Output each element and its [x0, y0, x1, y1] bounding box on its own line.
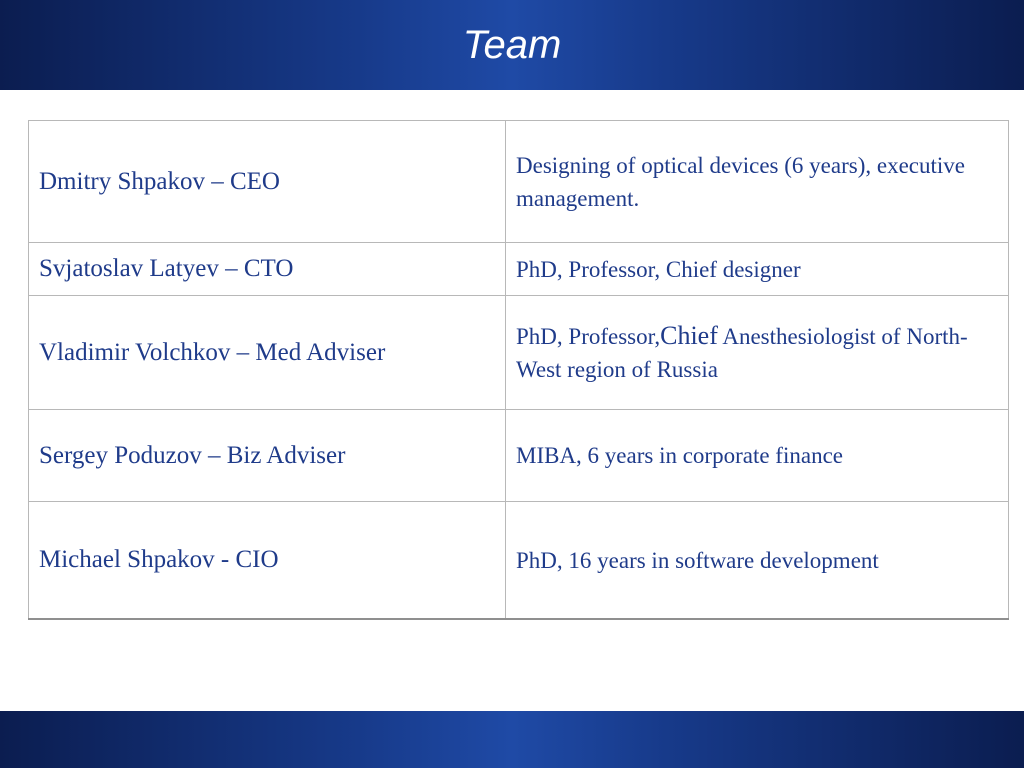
table-row [29, 502, 1009, 620]
description-part: Anesthesiologist of North-West region of Russia [516, 324, 968, 382]
member-name: Michael Shpakov - CIO [29, 502, 506, 620]
description-part: PhD, Professor, [516, 324, 661, 349]
member-description: MIBA, 6 years in corporate finance [506, 410, 1009, 502]
table-row [29, 296, 1009, 410]
table-row [29, 121, 1009, 243]
table-row [29, 410, 1009, 502]
member-description: Designing of optical devices (6 years), executive management. [506, 121, 1009, 243]
team-table [28, 120, 1009, 620]
description-emphasis: Chief [660, 321, 718, 350]
table-row [29, 243, 1009, 296]
slide-title: Team [462, 23, 562, 67]
member-name: Dmitry Shpakov – CEO [29, 121, 506, 243]
member-description [506, 296, 1009, 410]
member-name: Svjatoslav Latyev – CTO [29, 243, 506, 296]
member-description: PhD, 16 years in software development [506, 502, 1009, 620]
member-name: Sergey Poduzov – Biz Adviser [29, 410, 506, 502]
member-name: Vladimir Volchkov – Med Adviser [29, 296, 506, 410]
footer-bar [0, 711, 1024, 768]
member-description: PhD, Professor, Chief designer [506, 243, 1009, 296]
